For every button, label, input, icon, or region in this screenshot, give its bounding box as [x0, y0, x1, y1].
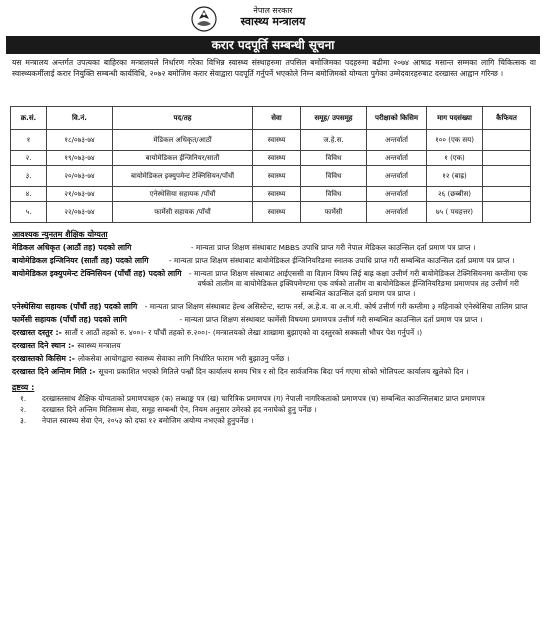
- table-cell: मेडिकल अधिकृत/आठौं: [113, 130, 253, 151]
- table-cell: १०० (एक सय): [427, 130, 483, 151]
- table-cell: २०/०७३-७४: [47, 166, 113, 187]
- table-cell: अन्तर्वार्ता: [367, 130, 427, 151]
- table-cell: १: [11, 130, 47, 151]
- col-header-exam-type: परीक्षाको किसिम: [367, 107, 427, 130]
- table-cell: स्वास्थ्य: [253, 130, 301, 151]
- qualification-text: - मान्यता प्राप्त शिक्षण संस्थाबाट बायोमेडिकल ईन्जिनियरिङमा स्नातक उपाधि प्राप्त गरी सम्बन्धित काउन्सिल दर्ता प्रमाण पत्र प्राप्त ।: [168, 256, 515, 265]
- vacancy-table: [10, 106, 531, 223]
- table-cell: [483, 166, 531, 187]
- col-header-positions: माग पदसंख्या: [427, 107, 483, 130]
- qualification-item: [12, 315, 540, 325]
- notice-page: [6, 4, 540, 636]
- table-cell: बायोमेडिकल ईन्जिनियर/सातौं: [113, 151, 253, 166]
- col-header-sn: क्र.सं.: [11, 107, 47, 130]
- table-cell: ४.: [11, 187, 47, 202]
- table-row: [11, 202, 531, 223]
- ministry-name: स्वास्थ्य मन्त्रालय: [240, 15, 306, 28]
- qualification-post: बायोमेडिकल इक्युपमेन्ट टेक्निसियन (पाँचौं तह) पदको लागि: [12, 269, 182, 278]
- table-row: [11, 130, 531, 151]
- application-deadline: [12, 367, 540, 377]
- table-cell: १८/०७३-७४: [47, 130, 113, 151]
- table-cell: १ (एक): [427, 151, 483, 166]
- qualification-item: [12, 302, 540, 312]
- notice-header: [6, 4, 540, 34]
- note-text: नेपाल स्वास्थ्य सेवा ऐन, २०५३ को दफा १२ बमोजिम अयोग्य नभएको हुनुपर्नेछ ।: [42, 416, 254, 425]
- table-cell: [483, 151, 531, 166]
- table-cell: [483, 202, 531, 223]
- table-row: [11, 187, 531, 202]
- table-row: [11, 151, 531, 166]
- detail-value: सातौं र आठौं तहको रु. ४००।- र पाँचौं तहको रु.२००।- (मन्त्रालयको लेखा शाखामा बुझाएको वा दस्तुरको सक्कली भौचर पेश गर्नुपर्ने ।): [64, 328, 423, 337]
- table-cell: अन्तर्वार्ता: [367, 151, 427, 166]
- table-cell: २६ (छब्बीस): [427, 187, 483, 202]
- qualification-item: [12, 269, 540, 299]
- table-cell: ५.: [11, 202, 47, 223]
- qualification-post: बायोमेडिकल इन्जिनियर (सातौं तह) पदको लागि: [12, 256, 149, 265]
- table-cell: विविध: [301, 187, 367, 202]
- table-cell: १२ (बाह्र): [427, 166, 483, 187]
- qualification-text: - मान्यता प्राप्त शिक्षण संस्थाबाट MBBS उपाधि प्राप्त गरी नेपाल मेडिकल काउन्सिल दर्ता प्रमाण पत्र प्राप्त ।: [190, 243, 476, 252]
- table-cell: २१/०७३-७४: [47, 187, 113, 202]
- qualification-post: मेडिकल अधिकृत (आठौं तह) पदको लागि: [12, 243, 132, 252]
- qualification-post: फार्मेसी सहायक (पाँचौं तह) पदको लागि: [12, 315, 127, 324]
- col-header-service: सेवा: [253, 107, 301, 130]
- table-cell: अन्तर्वार्ता: [367, 202, 427, 223]
- notes-heading: द्रष्टव्य :: [12, 383, 35, 392]
- qualification-text: - मान्यता प्राप्त शिक्षण संस्थाबाट हेल्थ असिस्टेन्ट, स्टाफ नर्स, अ.हे.व. वा अ.न.मी. कोर्ष उत्तीर्ण गरी कम्तीमा ३ महिनाको एनेस्थेसिया तालिम प्राप्त: [144, 302, 528, 311]
- table-cell: स्वास्थ्य: [253, 151, 301, 166]
- detail-key: दरखास्त दस्तुर :-: [12, 328, 62, 337]
- table-cell: २२/०७३-७४: [47, 202, 113, 223]
- detail-key: दरखास्तको किसिम :-: [12, 354, 75, 363]
- detail-value: लोकसेवा आयोगद्वारा स्वास्थ्य सेवाका लागि निर्धारित फाराम भरी बुझाउनु पर्नेछ ।: [77, 354, 290, 363]
- government-name: नेपाल सरकार: [253, 6, 293, 15]
- notice-title-banner: करार पदपूर्ति सम्बन्धी सूचना: [6, 36, 540, 54]
- table-cell: स्वास्थ्य: [253, 166, 301, 187]
- table-row: [11, 166, 531, 187]
- application-fee: [12, 328, 540, 338]
- col-header-ad-no: वि.नं.: [47, 107, 113, 130]
- table-cell: एनेस्थेसिया सहायक /पाँचौं: [113, 187, 253, 202]
- qualification-post: एनेस्थेसिया सहायक (पाँचौं तह) पदको लागि: [12, 302, 138, 311]
- table-cell: स्वास्थ्य: [253, 202, 301, 223]
- qualification-item: [12, 243, 540, 253]
- note-item: [20, 416, 540, 426]
- qualification-item: [12, 256, 540, 266]
- application-type: [12, 354, 540, 364]
- col-header-group: समूह/ उपसमूह: [301, 107, 367, 130]
- table-cell: स्वास्थ्य: [253, 187, 301, 202]
- detail-key: दरखास्त दिने अन्तिम मिति :-: [12, 367, 96, 376]
- table-cell: ३.: [11, 166, 47, 187]
- table-cell: १९/०७३-७४: [47, 151, 113, 166]
- detail-value: स्वास्थ्य मन्त्रालय: [77, 341, 121, 350]
- qualification-text: - मान्यता प्राप्त शिक्षण संस्थाबाट फार्मेसी विषयमा प्रमाणपत्र उत्तीर्ण गरी सम्बन्धित काउन्सिल दर्ता प्रमाण पत्र प्राप्त ।: [179, 315, 483, 324]
- col-header-remarks: कैफियत: [483, 107, 531, 130]
- table-cell: विविध: [301, 151, 367, 166]
- table-cell: विविध: [301, 166, 367, 187]
- note-text: दरखास्त दिने अन्तिम मितिसम्म सेवा, समूह सम्बन्धी ऐन, नियम अनुसार उमेरको हद ननाघेको हुनु पर्नेछ ।: [42, 405, 317, 414]
- note-number: ३.: [20, 416, 27, 425]
- table-cell: [483, 187, 531, 202]
- detail-key: दरखास्त दिने स्थान :-: [12, 341, 75, 350]
- table-cell: फार्मेसी सहायक /पाँचौं: [113, 202, 253, 223]
- table-cell: [483, 130, 531, 151]
- note-item: [20, 405, 540, 415]
- table-cell: फार्मेसी: [301, 202, 367, 223]
- qualification-text: - मान्यता प्राप्त शिक्षण संस्थाबाट आईएससी वा विज्ञान विषय लिई बाह्र कक्षा उत्तीर्ण गरी बायोमेडिकल टेक्निसियनमा कम्तीमा एक वर्षको तालीम वा बायोमेडिकल इक्विपमेण्टमा एक वर्षको तालीम वा बायोमेडिकल ईन्जिनियरिङमा प्रमाणपत्र तह उत्तीर्ण गरी सम्बन्धित काउन्सिल दर्ता प्रमाण पत्र प्राप्त ।: [188, 269, 528, 298]
- note-number: २.: [20, 405, 27, 414]
- table-cell: अन्तर्वार्ता: [367, 187, 427, 202]
- note-number: १.: [20, 394, 27, 403]
- note-item: [20, 394, 540, 404]
- table-cell: ज.हे.स.: [301, 130, 367, 151]
- table-header-row: [11, 107, 531, 130]
- table-cell: २.: [11, 151, 47, 166]
- table-cell: बायोमेडिकल इक्युपमेन्ट टेक्निसियन/पाँचौं: [113, 166, 253, 187]
- col-header-post: पद/तह: [113, 107, 253, 130]
- intro-paragraph: यस मन्त्रालय अन्तर्गत उपत्यका बाहिरका मन्त्रालयले निर्धारण गरेका विभिन्न स्वास्थ्य संस्थाहरुमा तपसिल बमोजिमका पदहरुमा बढीमा २०७४ आषाढ मसान्त सम्मका लागि चिकित्सक वा स्वास्थ्यकर्मीलाई करार नियुक्ति सम्बन्धी कार्यविधि, २०७२ बमोजिम करार सेवाद्वारा पदपूर्ति गर्नुपर्ने भएकोले निम्न बमोजिमको योग्यता पुगेका उम्मेदवारहरुबाट दरखास्त आह्वान गरिन्छ ।: [12, 58, 536, 78]
- note-text: दरखास्तसाथ शैक्षिक योग्यताको प्रमाणपत्रहरु (क) लब्धाङ्क पत्र (ख) चारित्रिक प्रमाणपत्र (ग) नेपाली नागरिकताको प्रमाणपत्र (घ) सम्बन्धित काउन्सिलबाट प्राप्त प्रमाणपत्र: [42, 394, 485, 403]
- qualifications-heading: आवश्यक न्युनतम शैक्षिक योग्यता: [12, 230, 108, 239]
- table-cell: अन्तर्वार्ता: [367, 166, 427, 187]
- table-cell: ७५ ( पचहत्तर): [427, 202, 483, 223]
- application-place: [12, 341, 540, 351]
- detail-value: सूचना प्रकाशित भएको मितिले पन्ध्रौं दिन कार्यालय समय भित्र र सो दिन सार्वजनिक बिदा पर्न गएमा सोको भोलिपल्ट कार्यालय खुलेको दिन ।: [98, 367, 469, 376]
